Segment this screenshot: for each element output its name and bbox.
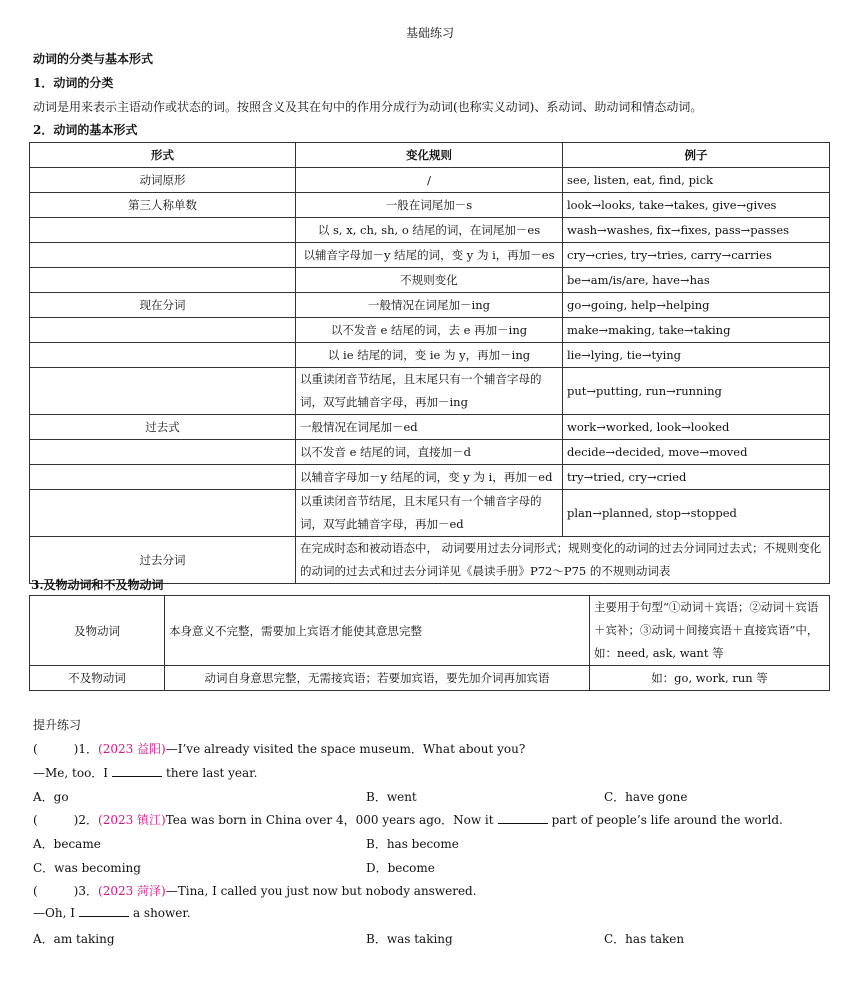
option-b[interactable]: B．went (366, 790, 417, 804)
question-text: part of people’s life around the world. (551, 813, 783, 827)
answer-paren[interactable]: ( ) (33, 813, 79, 827)
answer-paren[interactable]: ( ) (33, 742, 79, 756)
example-cell: lie→lying, tie→tying (563, 343, 830, 368)
option-b[interactable]: B．has become (366, 837, 459, 851)
example-cell: put→putting, run→running (563, 368, 830, 415)
usage-cell: 主要用于句型“①动词＋宾语；②动词＋宾语＋宾补；③动词＋间接宾语＋直接宾语”中，如：need, ask, want 等 (590, 596, 830, 666)
subheading-basic-forms: 2．动词的基本形式 (33, 123, 138, 137)
question-text: —Me, too．I (33, 766, 109, 780)
table-row (30, 415, 830, 440)
form-cell (30, 318, 296, 343)
form-cell: 动词原形 (30, 168, 296, 193)
rule-cell: 一般情况在词尾加－ing (296, 293, 563, 318)
example-cell: plan→planned, stop→stopped (563, 490, 830, 537)
question-source: (2023 益阳) (98, 742, 166, 756)
answer-blank[interactable] (112, 766, 162, 777)
question-source: (2023 镇江) (98, 813, 166, 827)
header-form: 形式 (30, 143, 296, 168)
rule-cell: / (296, 168, 563, 193)
definition-cell: 动词自身意思完整，无需接宾语；若要加宾语，要先加介词再加宾语 (165, 666, 590, 691)
header-example: 例子 (563, 143, 830, 168)
rule-cell: 以不发音 e 结尾的词，直接加－d (296, 440, 563, 465)
option-c[interactable]: C．has taken (604, 932, 685, 946)
question-text: —I’ve already visited the space museum．What about you? (165, 742, 526, 756)
question-line (33, 764, 257, 781)
form-cell: 过去分词 (30, 537, 296, 584)
table-row (30, 218, 830, 243)
question-text: there last year. (166, 766, 258, 780)
section-heading: 动词的分类与基本形式 (33, 52, 154, 66)
rule-cell: 一般情况在词尾加－ed (296, 415, 563, 440)
example-cell: be→am/is/are, have→has (563, 268, 830, 293)
rule-cell: 以辅音字母加－y 结尾的词，变 y 为 i，再加－es (296, 243, 563, 268)
question-number: 3． (78, 884, 99, 898)
verb-type-cell: 及物动词 (30, 596, 165, 666)
form-cell: 过去式 (30, 415, 296, 440)
question-text: a shower. (132, 906, 191, 920)
question-text: —Tina, I called you just now but nobody answered. (165, 884, 477, 898)
transitive-table (29, 595, 830, 691)
rule-cell: 不规则变化 (296, 268, 563, 293)
option-d[interactable]: D．become (366, 861, 435, 875)
question-text: —Oh, I (33, 906, 75, 920)
example-cell: decide→decided, move→moved (563, 440, 830, 465)
option-a[interactable]: A．became (33, 837, 101, 851)
table-row (30, 343, 830, 368)
table-row (30, 193, 830, 218)
option-a[interactable]: A．go (33, 790, 69, 804)
rule-cell: 一般在词尾加－s (296, 193, 563, 218)
example-cell: see, listen, eat, find, pick (563, 168, 830, 193)
example-cell: make→making, take→taking (563, 318, 830, 343)
answer-paren[interactable]: ( ) (33, 884, 79, 898)
subheading-classification: 1．动词的分类 (33, 76, 114, 90)
question-stem (33, 740, 525, 757)
example-cell: try→tried, cry→cried (563, 465, 830, 490)
rule-cell: 以重读闭音节结尾，且末尾只有一个辅音字母的词，双写此辅音字母，再加－ing (296, 368, 563, 415)
question-source: (2023 菏泽) (98, 884, 166, 898)
question-number: 2． (78, 813, 99, 827)
question-number: 1． (78, 742, 99, 756)
answer-blank[interactable] (79, 906, 129, 917)
header-rule: 变化规则 (296, 143, 563, 168)
verb-forms-table (29, 142, 830, 584)
table-row (30, 465, 830, 490)
rule-cell: 以 ie 结尾的词，变 ie 为 y，再加－ing (296, 343, 563, 368)
form-cell: 现在分词 (30, 293, 296, 318)
page-title: 基础练习 (405, 26, 454, 40)
table-row (30, 168, 830, 193)
table-row (30, 490, 830, 537)
form-cell (30, 490, 296, 537)
option-b[interactable]: B．was taking (366, 932, 453, 946)
form-cell (30, 343, 296, 368)
question-text: Tea was born in China over 4，000 years ago．Now it (165, 813, 494, 827)
rule-cell: 在完成时态和被动语态中， 动词要用过去分词形式；规则变化的动词的过去分词同过去式；不规则变化的动词的过去式和过去分词详见《晨读手册》P72～P75 的不规则动词表 (296, 537, 830, 584)
table-row (30, 368, 830, 415)
example-cell: look→looks, take→takes, give→gives (563, 193, 830, 218)
table-row (30, 666, 830, 691)
option-c[interactable]: C．have gone (604, 790, 688, 804)
rule-cell: 以 s, x, ch, sh, o 结尾的词，在词尾加－es (296, 218, 563, 243)
example-cell: go→going, help→helping (563, 293, 830, 318)
form-cell (30, 368, 296, 415)
rule-cell: 以不发音 e 结尾的词，去 e 再加－ing (296, 318, 563, 343)
question-line (33, 906, 191, 920)
table-header-row (30, 143, 830, 168)
table-row (30, 293, 830, 318)
answer-blank[interactable] (498, 813, 548, 824)
example-cell: work→worked, look→looked (563, 415, 830, 440)
definition-cell: 本身意义不完整，需要加上宾语才能使其意思完整 (165, 596, 590, 666)
table-row (30, 268, 830, 293)
table-row (30, 243, 830, 268)
section-heading-transitive: 3.及物动词和不及物动词 (31, 578, 164, 592)
form-cell (30, 243, 296, 268)
form-cell: 第三人称单数 (30, 193, 296, 218)
rule-cell: 以辅音字母加－y 结尾的词，变 y 为 i，再加－ed (296, 465, 563, 490)
rule-cell: 以重读闭音节结尾，且末尾只有一个辅音字母的词，双写此辅音字母，再加－ed (296, 490, 563, 537)
form-cell (30, 268, 296, 293)
usage-cell: 如：go, work, run 等 (590, 666, 830, 691)
table-row (30, 318, 830, 343)
verb-type-cell: 不及物动词 (30, 666, 165, 691)
table-row (30, 440, 830, 465)
form-cell (30, 218, 296, 243)
table-row (30, 596, 830, 666)
option-a[interactable]: A．am taking (33, 932, 115, 946)
classification-text: 动词是用来表示主语动作或状态的词。按照含义及其在句中的作用分成行为动词(也称实义动词)、系动词、助动词和情态动词。 (33, 100, 703, 114)
example-cell: wash→washes, fix→fixes, pass→passes (563, 218, 830, 243)
form-cell (30, 440, 296, 465)
option-c[interactable]: C．was becoming (33, 861, 141, 875)
example-cell: cry→cries, try→tries, carry→carries (563, 243, 830, 268)
question-stem (33, 882, 477, 899)
question-stem (33, 811, 783, 828)
form-cell (30, 465, 296, 490)
practice-heading: 提升练习 (33, 718, 82, 732)
